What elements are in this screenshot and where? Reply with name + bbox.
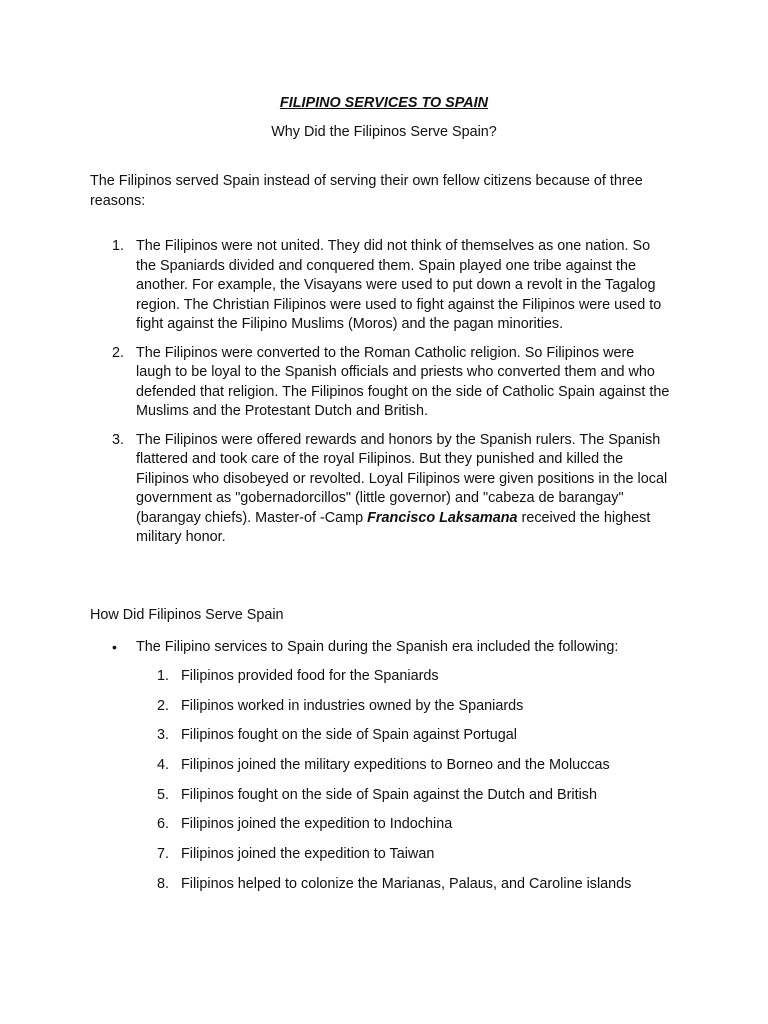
service-number: 4. [157, 757, 170, 774]
reason-text-after: received the highest military honor. [136, 509, 651, 545]
service-text: Filipinos fought on the side of Spain against the Dutch and British [181, 786, 597, 803]
section-heading: How Did Filipinos Serve Spain [90, 607, 284, 623]
reason-item [112, 237, 672, 335]
service-item [157, 815, 717, 845]
service-text: Filipinos joined the expedition to Indochina [181, 816, 453, 833]
service-text: Filipinos worked in industries owned by the Spaniards [181, 697, 524, 714]
service-text: Filipinos joined the expedition to Taiwan [181, 846, 435, 863]
service-number: 2. [157, 697, 170, 714]
service-number: 7. [157, 846, 170, 863]
service-number: 8. [157, 875, 170, 892]
reason-text: The Filipinos were converted to the Roman Catholic religion. So Filipinos were laugh to be loyal to the Spanish officials and priests who converted them and who defended that religion. The Filipinos fought on the side of Catholic Spain against the Muslims and the Protestant Dutch and British. [136, 344, 670, 419]
services-list [157, 667, 717, 905]
reason-item [112, 431, 672, 548]
reasons-list [112, 237, 672, 557]
service-item [157, 667, 717, 697]
service-text: Filipinos provided food for the Spaniards [181, 668, 439, 684]
reason-number: 2. [112, 344, 125, 361]
reason-emphasis: Francisco Laksamana [367, 509, 518, 526]
reason-item [112, 344, 672, 422]
service-text: Filipinos joined the military expeditions to Borneo and the Moluccas [181, 757, 610, 774]
service-item [157, 726, 717, 756]
service-text: Filipinos fought on the side of Spain against Portugal [181, 727, 518, 744]
service-item [157, 875, 717, 905]
service-number: 1. [157, 668, 170, 684]
service-text: Filipinos helped to colonize the Marianas, Palaus, and Caroline islands [181, 875, 632, 892]
reason-text: The Filipinos were not united. They did not think of themselves as one nation. So the Spaniards divided and conquered them. Spain played one tribe against the another. For example, the Visayans were used to put down a revolt in the Tagalog region. The Christian Filipinos were used to fight against the Filipinos were used to fight against the Filipino Muslims (Moros) and the pagan minorities. [136, 238, 662, 332]
service-number: 3. [157, 727, 170, 744]
reason-number: 3. [112, 431, 125, 448]
document-title: FILIPINO SERVICES TO SPAIN [279, 95, 489, 111]
service-number: 5. [157, 786, 170, 803]
document-subtitle: Why Did the Filipinos Serve Spain? [271, 124, 497, 140]
service-number: 6. [157, 816, 170, 833]
bullet-dot-icon: • [112, 639, 117, 655]
service-item [157, 845, 717, 875]
service-item [157, 697, 717, 727]
service-item [157, 786, 717, 816]
bullet-text: The Filipino services to Spain during the Spanish era included the following: [136, 639, 619, 655]
reason-text-before: The Filipinos were offered rewards and honors by the Spanish rulers. The Spanish flattered and took care of the royal Filipinos. But they punished and killed the Filipinos who disobeyed or revolted. Loyal Filipinos were given positions in the local government as "gobernadorcillos" (little governor) and "cabeza de barangay" (barangay chiefs). Master-of -Camp [136, 431, 668, 526]
reason-number: 1. [112, 238, 125, 254]
intro-paragraph: The Filipinos served Spain instead of serving their own fellow citizens because of three reasons: [90, 173, 643, 209]
service-item [157, 756, 717, 786]
